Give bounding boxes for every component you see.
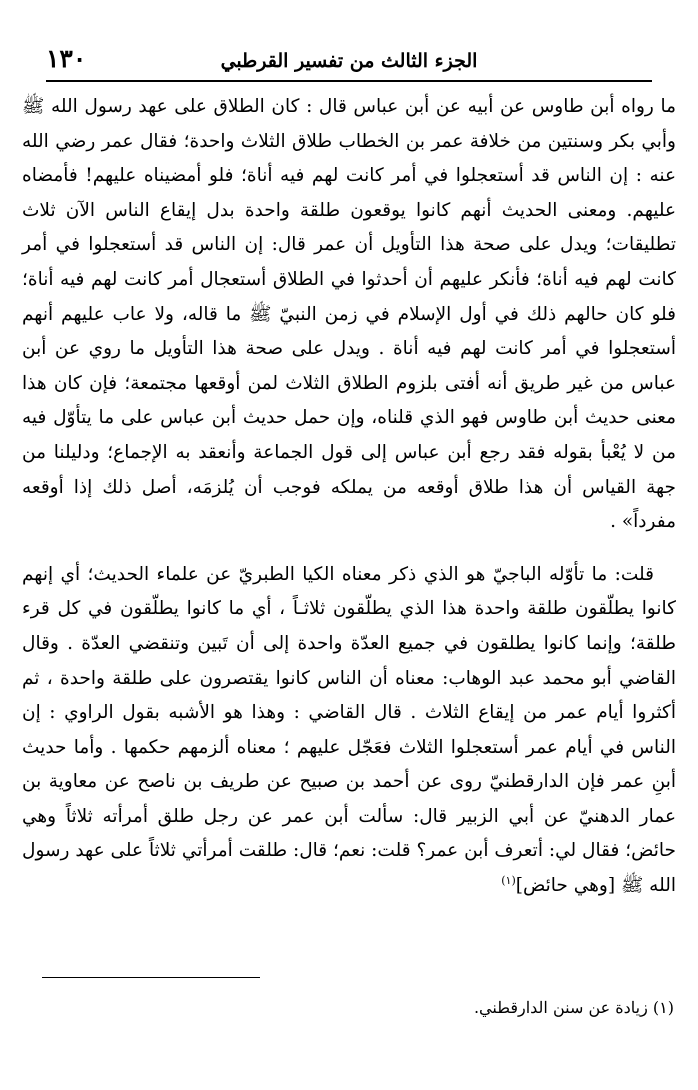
footnote: (١) زيادة عن سنن الدارقطني.: [473, 998, 674, 1017]
page-number: ١٣٠: [46, 44, 87, 73]
running-title: الجزء الثالث من تفسير القرطبي: [220, 50, 478, 72]
paragraph: [22, 558, 676, 904]
footnote-divider: [42, 977, 260, 978]
footnote-reference: (١): [501, 873, 516, 887]
page-header: [46, 40, 652, 82]
paragraph-text: قلت: ما تأوّله الباجيّ هو الذي ذكر معناه الكيا الطبريّ عن علماء الحديث؛ أي إنهم كانوا يطلّقون طلقة واحدة هذا الذي يطلّقون ثلاثـاً ، أي ما كانوا يطلّقون في كل قرء طلقة؛ وإنما كانوا يطلقون في جميع العدّة واحدة إلى أن تَبين وتنقضي العدّة . وقال القاضي أبو محمد عبد الوهاب: معناه أن الناس كانوا يقتصرون على طلقة واحدة ، ثم أكثروا أيام عمر من إيقاع الثلاث . قال القاضي : وهذا هو الأشبه بقول الراوي : إن الناس في أيام عمر أستعجلوا الثلاث فعَجّل عليهم ؛ معناه ألزمهم حكمها . وأما حديث أبنِ عمر فإن الدارقطنيّ روى عن أحمد بن صبيح عن طريف بن ناصح عن معاوية بن عمار الدهنيّ عن أبي الزبير قال: سألت أبن عمر عن رجل طلق أمرأته ثلاثاً وهي حائض؛ فقال لي: أتعرف أبن عمر؟ قلت: نعم؛ قال: طلقت أمرأتي ثلاثاً على عهد رسول الله ﷺ [وهي حائض]: [22, 563, 676, 897]
paragraph: ما رواه أبن طاوس عن أبيه عن أبن عباس قال : كان الطلاق على عهد رسول الله ﷺ وأبي بكر وسنتين من خلافة عمر بن الخطاب طلاق الثلاث واحدة؛ فقال عمر رضي الله عنه : إن الناس قد أستعجلوا في أمر كانت لهم فيه أناة؛ فلو أمضيناه عليهم! فأمضاه عليهم. ومعنى الحديث أنهم كانوا يوقعون طلقة واحدة بدل إيقاع الناس الآن ثلاث تطليقات؛ ويدل على صحة هذا التأويل أن عمر قال: إن الناس قد أستعجلوا في أمر كانت لهم فيه أناة؛ فأنكر عليهم أن أحدثوا في الطلاق أستعجال أمر كانت لهم فيه أناة؛ فلو كان حالهم ذلك في أول الإسلام في زمن النبيّ ﷺ ما قاله، ولا عاب عليهم أنهم أستعجلوا في أمر كانت لهم فيه أناة . ويدل على صحة هذا التأويل ما روي عن أبن عباس من غير طريق أنه أفتى بلزوم الطلاق الثلاث لمن أوقعها مجتمعة؛ فإن كان هذا معنى حديث أبن طاوس فهو الذي قلناه، وإن حمل حديث أبن عباس على ما يتأوّل فيه من لا يُعْبأ بقوله فقد رجع أبن عباس إلى قول الجماعة وأنعقد به الإجماع؛ ودليلنا من جهة القياس أن هذا طلاق أوقعه من يملكه فوجب أن يُلزمَه، أصل ذلك إذا أوقعه مفرداً» .: [22, 96, 676, 533]
main-text: [22, 90, 676, 904]
